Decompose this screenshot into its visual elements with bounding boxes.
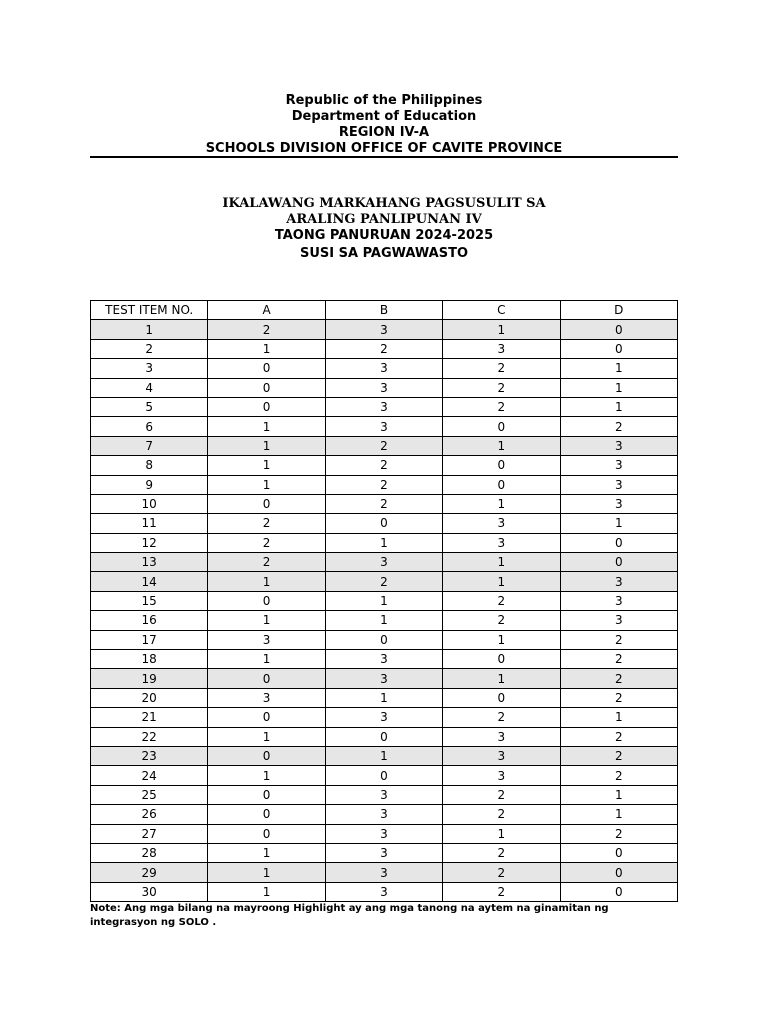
table-row (91, 456, 678, 475)
answer-cell: 1 (443, 572, 560, 591)
answer-cell: 0 (208, 359, 325, 378)
answer-cell: 1 (208, 843, 325, 862)
answer-cell: 0 (325, 630, 442, 649)
answer-cell: 0 (325, 766, 442, 785)
answer-cell: 3 (325, 785, 442, 804)
answer-cell: 0 (443, 456, 560, 475)
table-row (91, 863, 678, 882)
table-row (91, 591, 678, 610)
answer-cell: 2 (560, 650, 677, 669)
answer-cell: 3 (325, 708, 442, 727)
table-row (91, 436, 678, 455)
item-number-cell: 1 (91, 320, 208, 339)
table-row (91, 630, 678, 649)
answer-cell: 2 (443, 863, 560, 882)
table-row (91, 572, 678, 591)
answer-cell: 0 (208, 591, 325, 610)
item-number-cell: 7 (91, 436, 208, 455)
answer-cell: 3 (325, 805, 442, 824)
answer-cell: 3 (443, 746, 560, 765)
answer-cell: 0 (325, 514, 442, 533)
table-row (91, 417, 678, 436)
item-number-cell: 14 (91, 572, 208, 591)
answer-cell: 1 (208, 611, 325, 630)
item-number-cell: 16 (91, 611, 208, 630)
answer-cell: 2 (560, 669, 677, 688)
answer-cell: 0 (560, 339, 677, 358)
item-number-cell: 22 (91, 727, 208, 746)
item-number-cell: 15 (91, 591, 208, 610)
answer-cell: 3 (560, 611, 677, 630)
answer-cell: 3 (325, 843, 442, 862)
answer-cell: 1 (560, 378, 677, 397)
answer-cell: 1 (325, 611, 442, 630)
answer-cell: 0 (208, 669, 325, 688)
answer-cell: 1 (560, 785, 677, 804)
answer-cell: 2 (560, 824, 677, 843)
answer-cell: 2 (560, 688, 677, 707)
answer-cell: 3 (325, 882, 442, 901)
answer-cell: 3 (325, 417, 442, 436)
answer-cell: 0 (208, 494, 325, 513)
table-row (91, 843, 678, 862)
table-row (91, 824, 678, 843)
answer-cell: 1 (208, 339, 325, 358)
answer-key-table (90, 300, 678, 902)
answer-cell: 3 (560, 475, 677, 494)
answer-cell: 0 (208, 397, 325, 416)
item-number-cell: 2 (91, 339, 208, 358)
answer-cell: 1 (560, 514, 677, 533)
answer-cell: 2 (443, 611, 560, 630)
item-number-cell: 26 (91, 805, 208, 824)
answer-cell: 1 (443, 630, 560, 649)
answer-cell: 1 (208, 766, 325, 785)
answer-cell: 1 (208, 475, 325, 494)
header-divider (90, 156, 678, 158)
table-row (91, 475, 678, 494)
answer-cell: 1 (443, 553, 560, 572)
answer-cell: 0 (443, 417, 560, 436)
answer-cell: 1 (443, 320, 560, 339)
answer-cell: 1 (560, 805, 677, 824)
table-row (91, 553, 678, 572)
answer-cell: 1 (560, 359, 677, 378)
answer-cell: 0 (560, 863, 677, 882)
answer-cell: 3 (325, 863, 442, 882)
item-number-cell: 24 (91, 766, 208, 785)
answer-cell: 2 (443, 882, 560, 901)
answer-cell: 1 (325, 688, 442, 707)
table-row (91, 882, 678, 901)
item-number-cell: 23 (91, 746, 208, 765)
answer-cell: 0 (325, 727, 442, 746)
answer-cell: 3 (325, 553, 442, 572)
answer-cell: 1 (208, 650, 325, 669)
answer-cell: 2 (560, 746, 677, 765)
answer-cell: 0 (208, 785, 325, 804)
table-row (91, 378, 678, 397)
note-line1: Note: Ang mga bilang na mayroong Highlight ay ang mga tanong na aytem na ginamitan ng (90, 903, 609, 914)
answer-cell: 3 (443, 514, 560, 533)
table-row (91, 708, 678, 727)
table-row (91, 533, 678, 552)
item-number-cell: 30 (91, 882, 208, 901)
table-row (91, 320, 678, 339)
answer-cell: 3 (325, 378, 442, 397)
item-number-cell: 10 (91, 494, 208, 513)
answer-cell: 0 (208, 805, 325, 824)
answer-cell: 0 (208, 824, 325, 843)
answer-cell: 0 (208, 746, 325, 765)
answer-cell: 0 (443, 688, 560, 707)
answer-cell: 2 (443, 708, 560, 727)
answer-cell: 2 (443, 805, 560, 824)
exam-title-line2: ARALING PANLIPUNAN IV (286, 212, 482, 227)
table-row (91, 494, 678, 513)
item-number-cell: 21 (91, 708, 208, 727)
answer-cell: 1 (443, 494, 560, 513)
answer-cell: 3 (325, 359, 442, 378)
header-republic: Republic of the Philippines (285, 93, 483, 108)
header-b: B (325, 301, 442, 320)
answer-cell: 3 (325, 397, 442, 416)
header-item-no: TEST ITEM NO. (91, 301, 208, 320)
table-row (91, 805, 678, 824)
answer-cell: 0 (443, 475, 560, 494)
answer-cell: 1 (443, 824, 560, 843)
answer-cell: 2 (560, 630, 677, 649)
item-number-cell: 11 (91, 514, 208, 533)
answer-cell: 2 (443, 397, 560, 416)
table-row (91, 397, 678, 416)
answer-cell: 1 (560, 708, 677, 727)
answer-cell: 1 (208, 863, 325, 882)
header-division: SCHOOLS DIVISION OFFICE OF CAVITE PROVINCE (205, 141, 563, 156)
table-row (91, 727, 678, 746)
school-year: TAONG PANURUAN 2024-2025 (274, 228, 494, 243)
answer-cell: 0 (560, 533, 677, 552)
answer-cell: 2 (208, 533, 325, 552)
answer-cell: 2 (560, 727, 677, 746)
letterhead (90, 93, 678, 157)
item-number-cell: 4 (91, 378, 208, 397)
answer-cell: 3 (443, 727, 560, 746)
answer-cell: 2 (443, 359, 560, 378)
table-body (91, 320, 678, 902)
header-d: D (560, 301, 677, 320)
header-department: Department of Education (291, 109, 477, 124)
table-header-row (91, 301, 678, 320)
table-row (91, 746, 678, 765)
answer-cell: 3 (560, 591, 677, 610)
item-number-cell: 13 (91, 553, 208, 572)
answer-cell: 1 (560, 397, 677, 416)
answer-cell: 2 (443, 785, 560, 804)
item-number-cell: 19 (91, 669, 208, 688)
answer-cell: 0 (208, 378, 325, 397)
item-number-cell: 27 (91, 824, 208, 843)
answer-cell: 3 (443, 766, 560, 785)
answer-cell: 1 (325, 591, 442, 610)
answer-cell: 3 (560, 494, 677, 513)
answer-cell: 1 (208, 436, 325, 455)
answer-cell: 3 (443, 339, 560, 358)
answer-cell: 2 (560, 417, 677, 436)
header-c: C (443, 301, 560, 320)
table-row (91, 785, 678, 804)
answer-cell: 1 (208, 456, 325, 475)
item-number-cell: 3 (91, 359, 208, 378)
table-row (91, 688, 678, 707)
answer-cell: 3 (560, 572, 677, 591)
answer-cell: 1 (208, 417, 325, 436)
answer-cell: 2 (325, 436, 442, 455)
answer-cell: 3 (325, 824, 442, 843)
answer-cell: 2 (208, 553, 325, 572)
item-number-cell: 17 (91, 630, 208, 649)
answer-cell: 0 (560, 553, 677, 572)
table-row (91, 766, 678, 785)
answer-cell: 0 (560, 320, 677, 339)
exam-title-line1: IKALAWANG MARKAHANG PAGSUSULIT SA (222, 196, 546, 211)
table-row (91, 359, 678, 378)
note (90, 902, 650, 930)
answer-cell: 3 (560, 456, 677, 475)
answer-cell: 0 (560, 843, 677, 862)
answer-cell: 3 (560, 436, 677, 455)
answer-cell: 1 (443, 669, 560, 688)
table-row (91, 339, 678, 358)
answer-cell: 3 (208, 630, 325, 649)
item-number-cell: 6 (91, 417, 208, 436)
answer-cell: 0 (443, 650, 560, 669)
answer-cell: 0 (208, 708, 325, 727)
item-number-cell: 20 (91, 688, 208, 707)
answer-cell: 2 (325, 339, 442, 358)
answer-cell: 2 (443, 378, 560, 397)
answer-cell: 3 (443, 533, 560, 552)
answer-cell: 2 (560, 766, 677, 785)
table-row (91, 514, 678, 533)
item-number-cell: 5 (91, 397, 208, 416)
answer-cell: 1 (443, 436, 560, 455)
answer-cell: 1 (208, 572, 325, 591)
answer-cell: 2 (325, 572, 442, 591)
answer-cell: 2 (208, 514, 325, 533)
item-number-cell: 18 (91, 650, 208, 669)
answer-key-title: SUSI SA PAGWAWASTO (300, 246, 468, 261)
answer-cell: 0 (560, 882, 677, 901)
item-number-cell: 25 (91, 785, 208, 804)
answer-cell: 3 (325, 320, 442, 339)
item-number-cell: 8 (91, 456, 208, 475)
header-region: REGION IV-A (338, 125, 430, 140)
answer-cell: 3 (208, 688, 325, 707)
table-row (91, 669, 678, 688)
item-number-cell: 29 (91, 863, 208, 882)
answer-cell: 1 (325, 746, 442, 765)
item-number-cell: 28 (91, 843, 208, 862)
header-a: A (208, 301, 325, 320)
answer-cell: 3 (325, 669, 442, 688)
answer-cell: 2 (443, 843, 560, 862)
table-row (91, 650, 678, 669)
answer-cell: 1 (208, 882, 325, 901)
answer-cell: 2 (325, 494, 442, 513)
item-number-cell: 9 (91, 475, 208, 494)
answer-cell: 2 (325, 456, 442, 475)
answer-cell: 2 (325, 475, 442, 494)
answer-cell: 3 (325, 650, 442, 669)
answer-cell: 1 (208, 727, 325, 746)
answer-cell: 2 (443, 591, 560, 610)
table-row (91, 611, 678, 630)
note-line2: integrasyon ng SOLO . (90, 917, 217, 928)
answer-cell: 2 (208, 320, 325, 339)
answer-cell: 1 (325, 533, 442, 552)
item-number-cell: 12 (91, 533, 208, 552)
